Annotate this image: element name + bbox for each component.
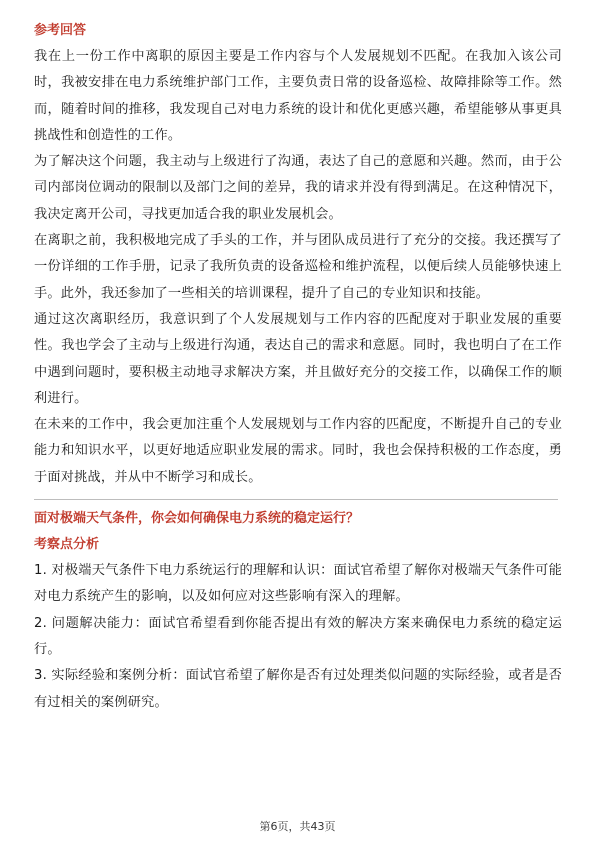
page-content: [34, 18, 562, 716]
answer-paragraph: 我在上一份工作中离职的原因主要是工作内容与个人发展规划不匹配。在我加入该公司时，我被安排在电力系统维护部门工作，主要负责日常的设备巡检、故障排除等工作。然而，随着时间的推移，我发现自己对电力系统的设计和优化更感兴趣，希望能够从事更具挑战性和创造性的工作。: [34, 49, 562, 143]
answer-paragraph: 在未来的工作中，我会更加注重个人发展规划与工作内容的匹配度，不断提升自己的专业能力和知识水平，以更好地适应职业发展的需求。同时，我也会保持积极的工作态度，勇于面对挑战，并从中不断学习和成长。: [34, 417, 562, 485]
answer-paragraph: 为了解决这个问题，我主动与上级进行了沟通，表达了自己的意愿和兴趣。然而，由于公司内部岗位调动的限制以及部门之间的差异，我的请求并没有得到满足。在这种情况下，我决定离开公司，寻找更加适合我的职业发展机会。: [34, 154, 562, 222]
analysis-point: 2. 问题解决能力：面试官希望看到你能否提出有效的解决方案来确保电力系统的稳定运行。: [34, 615, 562, 657]
answer-section: [34, 18, 562, 491]
analysis-point: 3. 实际经验和案例分析：面试官希望了解你是否有过处理类似问题的实际经验，或者是否有过相关的案例研究。: [34, 668, 562, 710]
analysis-heading: 考察点分析: [34, 537, 100, 553]
analysis-point: 1. 对极端天气条件下电力系统运行的理解和认识：面试官希望了解你对极端天气条件可能对电力系统产生的影响，以及如何应对这些影响有深入的理解。: [34, 563, 562, 605]
answer-heading: 参考回答: [34, 23, 87, 38]
question-section: [34, 506, 562, 716]
section-divider: [34, 499, 558, 500]
page-number: 第6页，共43页: [259, 820, 336, 833]
answer-paragraph: 在离职之前，我积极地完成了手头的工作，并与团队成员进行了充分的交接。我还撰写了一份详细的工作手册，记录了我所负责的设备巡检和维护流程，以便后续人员能够快速上手。此外，我还参加了一些相关的培训课程，提升了自己的专业知识和技能。: [34, 233, 562, 301]
answer-paragraph: 通过这次离职经历，我意识到了个人发展规划与工作内容的匹配度对于职业发展的重要性。我也学会了主动与上级进行沟通，表达自己的需求和意愿。同时，我也明白了在工作中遇到问题时，要积极主动地寻求解决方案，并且做好充分的交接工作，以确保工作的顺利进行。: [34, 311, 562, 406]
question-heading: 面对极端天气条件，你会如何确保电力系统的稳定运行？: [34, 511, 360, 527]
